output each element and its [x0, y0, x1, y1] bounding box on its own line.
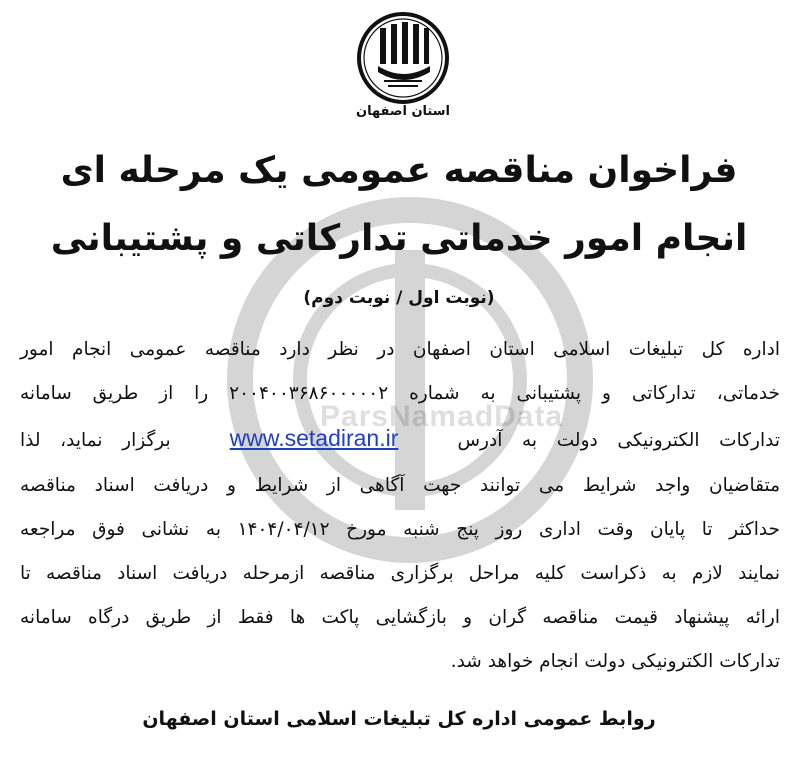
notice-round: (نوبت اول / نوبت دوم)	[303, 288, 495, 308]
body-line: تدارکات الکترونیکی دولت انجام خواهد شد.	[450, 651, 780, 673]
body-line: اداره کل تبلیغات اسلامی استان اصفهان در نظر دارد مناقصه عمومی انجام امور	[20, 339, 780, 360]
notice-title: فراخوان مناقصه عمومی یک مرحله ای	[60, 150, 738, 191]
notice-body	[20, 328, 780, 685]
setadiran-link[interactable]: www.setadiran.ir	[229, 425, 399, 452]
watermark-text: ParsNamadData	[320, 400, 564, 433]
body-line: ارائه پیشنهاد قیمت مناقصه گران و بازگشایی پاکت ها فقط از طریق درگاه سامانه	[20, 607, 780, 629]
body-text-fragment: تدارکات الکترونیکی دولت به آدرس	[457, 430, 780, 452]
signature: روابط عمومی اداره کل تبلیغات اسلامی استان اصفهان	[142, 708, 656, 730]
notice-subtitle: انجام امور خدماتی تدارکاتی و پشتیبانی	[50, 218, 748, 259]
body-line: نمایند لازم به ذکراست کلیه مراحل برگزاری مناقصه ازمرحله دریافت اسناد مناقصه تا	[20, 563, 780, 585]
body-line: خدماتی، تدارکاتی و پشتیبانی به شماره ۲۰۰۴۰۰۳۶۸۶۰۰۰۰۰۲ را از طریق سامانه	[20, 383, 780, 405]
body-line: حداکثر تا پایان وقت اداری روز پنج شنبه مورخ ۱۴۰۴/۰۴/۱۲ به نشانی فوق مراجعه	[20, 518, 780, 540]
body-line-with-url	[20, 416, 780, 463]
logo-caption: استان اصفهان	[356, 104, 450, 119]
body-line: متقاضیان واجد شرایط می توانند جهت آگاهی از شرایط و دریافت اسناد مناقصه	[20, 474, 780, 496]
body-text-fragment: برگزار نماید، لذا	[20, 430, 171, 452]
